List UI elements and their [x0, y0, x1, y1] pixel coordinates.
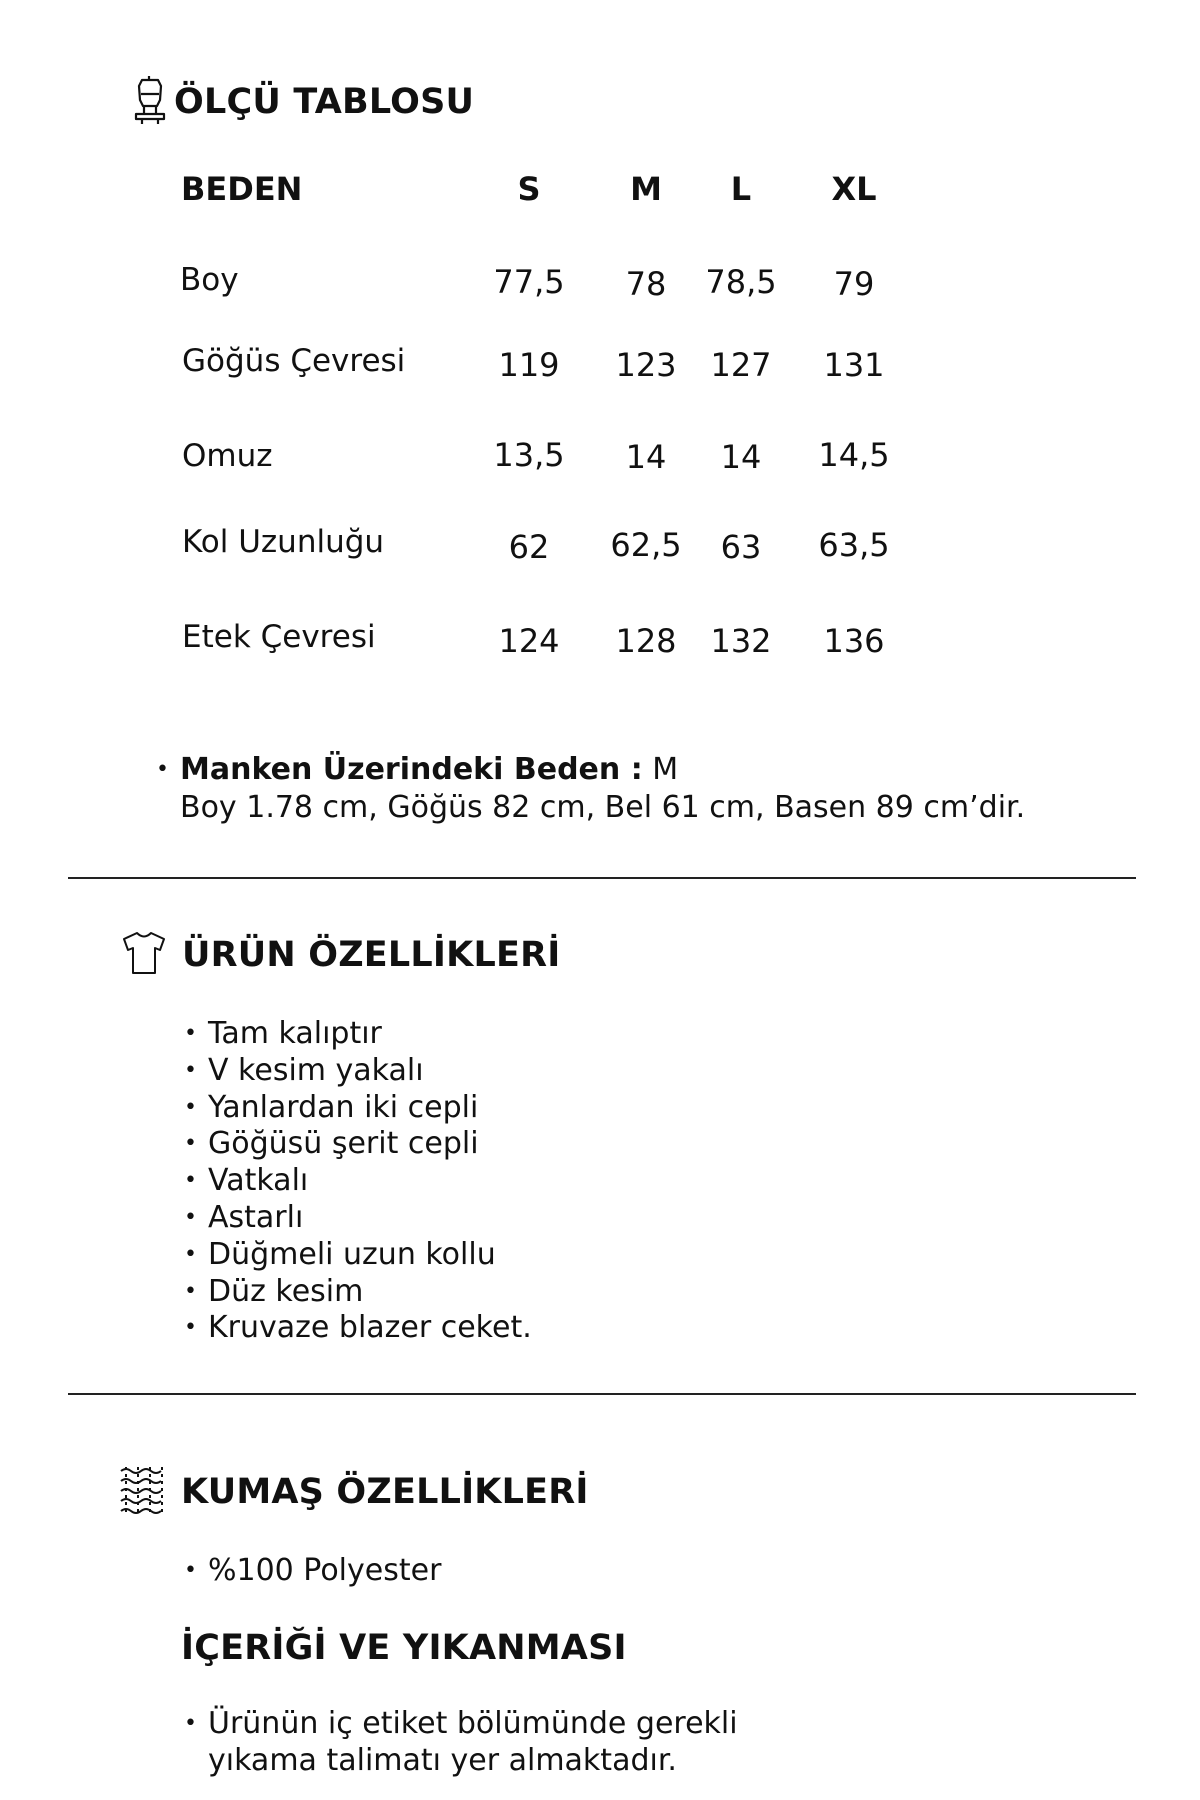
list-item: • Göğüsü şerit cepli — [184, 1126, 532, 1163]
column-header-size: BEDEN — [181, 170, 303, 208]
model-measurements: Boy 1.78 cm, Göğüs 82 cm, Bel 61 cm, Basen 89 cm’dir. — [180, 790, 1026, 825]
size-chart-title: ÖLÇÜ TABLOSU — [174, 82, 475, 122]
section-divider — [68, 1393, 1136, 1395]
cell-omuz-s: 13,5 — [493, 436, 565, 474]
column-header-l: L — [730, 170, 752, 208]
list-item: • Yanlardan iki cepli — [184, 1090, 532, 1127]
fabric-features-list — [184, 1553, 441, 1590]
cell-kol-xl: 63,5 — [818, 526, 890, 564]
bullet: • — [156, 757, 169, 782]
care-list — [184, 1706, 848, 1780]
list-item: • Vatkalı — [184, 1163, 532, 1200]
row-label-boy: Boy — [180, 262, 239, 298]
cell-etek-xl: 136 — [823, 622, 885, 660]
cell-gogus-xl: 131 — [823, 346, 885, 384]
row-label-omuz: Omuz — [182, 438, 273, 474]
list-item: • %100 Polyester — [184, 1553, 441, 1590]
cell-omuz-l: 14 — [720, 438, 762, 476]
cell-gogus-s: 119 — [498, 346, 560, 384]
model-size-label: Manken Üzerindeki Beden : — [180, 752, 643, 787]
bullet: • — [184, 1711, 197, 1736]
model-size-note — [156, 751, 678, 789]
model-size-value: M — [652, 752, 679, 787]
cell-kol-m: 62,5 — [610, 526, 682, 564]
list-item: • Düğmeli uzun kollu — [184, 1237, 532, 1274]
cell-gogus-l: 127 — [710, 346, 772, 384]
cell-etek-s: 124 — [498, 622, 560, 660]
cell-boy-xl: 79 — [833, 265, 875, 303]
list-item: • V kesim yakalı — [184, 1053, 532, 1090]
cell-etek-l: 132 — [710, 622, 772, 660]
mannequin-icon — [132, 74, 168, 126]
cell-omuz-xl: 14,5 — [818, 436, 890, 474]
fabric-features-title: KUMAŞ ÖZELLİKLERİ — [181, 1472, 589, 1512]
cell-boy-m: 78 — [625, 265, 667, 303]
fabric-texture-icon — [118, 1465, 168, 1515]
product-features-title: ÜRÜN ÖZELLİKLERİ — [182, 935, 561, 975]
section-divider — [68, 877, 1136, 879]
column-header-xl: XL — [831, 170, 877, 208]
list-item: • Tam kalıptır — [184, 1016, 532, 1053]
cell-kol-l: 63 — [720, 528, 762, 566]
cell-gogus-m: 123 — [615, 346, 677, 384]
cell-omuz-m: 14 — [625, 438, 667, 476]
list-item: Ürünün iç etiket bölümünde gerekli yıkama talimatı yer almaktadır. — [208, 1706, 738, 1778]
list-item: • Kruvaze blazer ceket. — [184, 1310, 532, 1347]
care-title: İÇERİĞİ VE YIKANMASI — [181, 1628, 627, 1668]
tshirt-icon — [120, 930, 168, 976]
list-item: • Astarlı — [184, 1200, 532, 1237]
product-features-list — [184, 1016, 532, 1347]
cell-etek-m: 128 — [615, 622, 677, 660]
column-header-m: M — [630, 170, 662, 208]
row-label-etek: Etek Çevresi — [182, 619, 376, 655]
row-label-gogus: Göğüs Çevresi — [182, 343, 406, 379]
row-label-kol: Kol Uzunluğu — [182, 524, 385, 560]
cell-kol-s: 62 — [508, 528, 550, 566]
list-item: • Düz kesim — [184, 1274, 532, 1311]
column-header-s: S — [517, 170, 541, 208]
cell-boy-l: 78,5 — [705, 263, 777, 301]
cell-boy-s: 77,5 — [493, 263, 565, 301]
